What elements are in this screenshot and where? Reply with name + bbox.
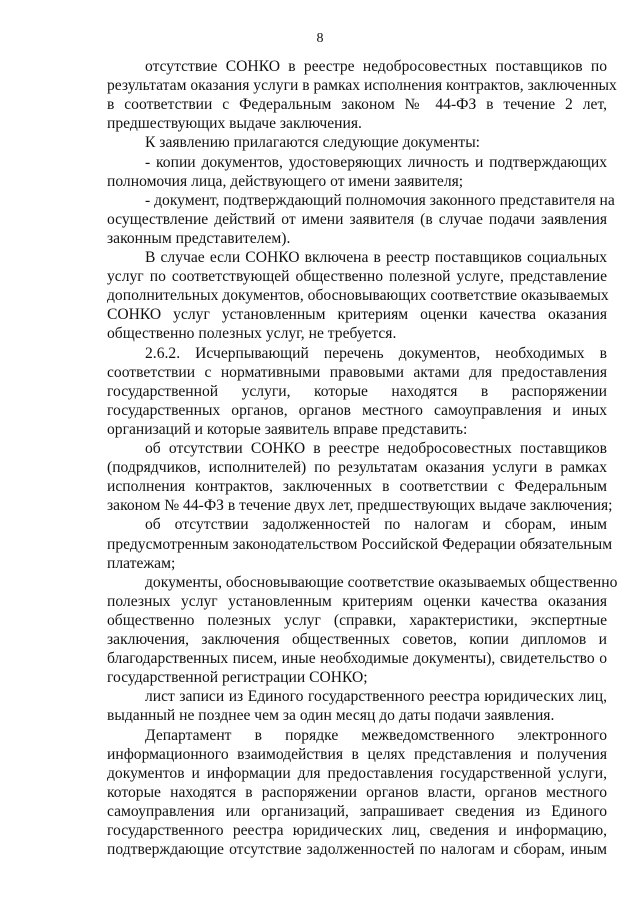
text-line: документы, обосновывающие соответствие оказываемых общественно — [145, 573, 618, 591]
text-line: услуг по соответствующей общественно полезной услуге, представление — [107, 268, 607, 286]
text-line: полезных услуг установленным критериям оценки качества оказания — [107, 592, 607, 610]
text-line: В случае если СОНКО включена в реестр поставщиков социальных — [145, 249, 607, 266]
text-line: общественно полезных услуг, не требуется. — [107, 325, 397, 343]
text-line: об отсутствии СОНКО в реестре недобросовестных поставщиков — [145, 440, 607, 457]
text-line: организаций и которые заявитель вправе представить: — [107, 420, 468, 438]
text-line: лист записи из Единого государственного реестра юридических лиц, — [145, 688, 607, 706]
text-line: предусмотренным законодательством Российской Федерации обязательным — [107, 535, 613, 553]
text-line: отсутствие СОНКО в реестре недобросовестных поставщиков по — [145, 58, 607, 75]
text-line: государственной регистрации СОНКО; — [107, 669, 368, 687]
text-line: - документ, подтверждающий полномочия законного представителя на — [145, 191, 615, 209]
text-line: результатам оказания услуги в рамках исполнения контрактов, заключенных — [107, 77, 617, 95]
text-line: К заявлению прилагаются следующие документы: — [145, 134, 481, 152]
text-line: государственных органов, органов местного самоуправления и иных — [107, 401, 607, 419]
text-line: благодарственных писем, иные необходимые документы), свидетельство о — [107, 650, 607, 668]
text-line: предшествующих выдаче заключения. — [107, 115, 362, 133]
text-line: подтверждающие отсутствие задолженностей по налогам и сборам, иным — [107, 841, 607, 859]
text-line: 2.6.2. Исчерпывающий перечень документов, необходимых в — [145, 344, 607, 362]
text-line: - копии документов, удостоверяющих личность и подтверждающих — [145, 153, 607, 171]
text-line: законным представителем). — [107, 229, 291, 247]
text-line: документов и информации для предоставления государственной услуги, — [107, 764, 607, 782]
text-line: платежам; — [107, 554, 176, 572]
text-line: осуществление действий от имени заявителя (в случае подачи заявления — [107, 210, 607, 228]
text-line: (подрядчиков, исполнителей) по результатам оказания услуги в рамках — [107, 459, 607, 477]
text-line: общественно полезных услуг (справки, характеристики, экспертные — [107, 611, 607, 629]
text-line: самоуправления или организаций, запрашивает сведения из Единого — [107, 802, 607, 820]
text-line: полномочия лица, действующего от имени заявителя; — [107, 172, 464, 190]
text-line: информационного взаимодействия в целях представления и получения — [107, 745, 607, 763]
page-number: 8 — [316, 31, 324, 46]
text-line: государственной услуги, которые находятся в распоряжении — [107, 382, 607, 400]
text-line: законом № 44-ФЗ в течение двух лет, предшествующих выдаче заключения; — [107, 497, 613, 515]
text-line: которые находятся в распоряжении органов власти, органов местного — [107, 783, 607, 801]
text-line: заключения, заключения общественных советов, копии дипломов и — [107, 631, 607, 648]
text-line: СОНКО услуг установленным критериям оценки качества оказания — [107, 306, 607, 324]
text-line: дополнительных документов, обосновывающих соответствие оказываемых — [107, 287, 609, 305]
text-line: в соответствии с Федеральным законом № 44-ФЗ в течение 2 лет, — [107, 96, 607, 114]
text-line: исполнения контрактов, заключенных в соответствии с Федеральным — [107, 478, 607, 496]
text-line: государственного реестра юридических лиц, сведения и информацию, — [107, 822, 607, 839]
text-line: выданный не позднее чем за один месяц до даты подачи заявления. — [107, 707, 555, 725]
text-line: соответствии с нормативными правовыми актами для предоставления — [107, 363, 607, 381]
text-line: Департамент в порядке межведомственного электронного — [145, 726, 607, 744]
text-line: об отсутствии задолженностей по налогам и сборам, иным — [145, 516, 607, 534]
